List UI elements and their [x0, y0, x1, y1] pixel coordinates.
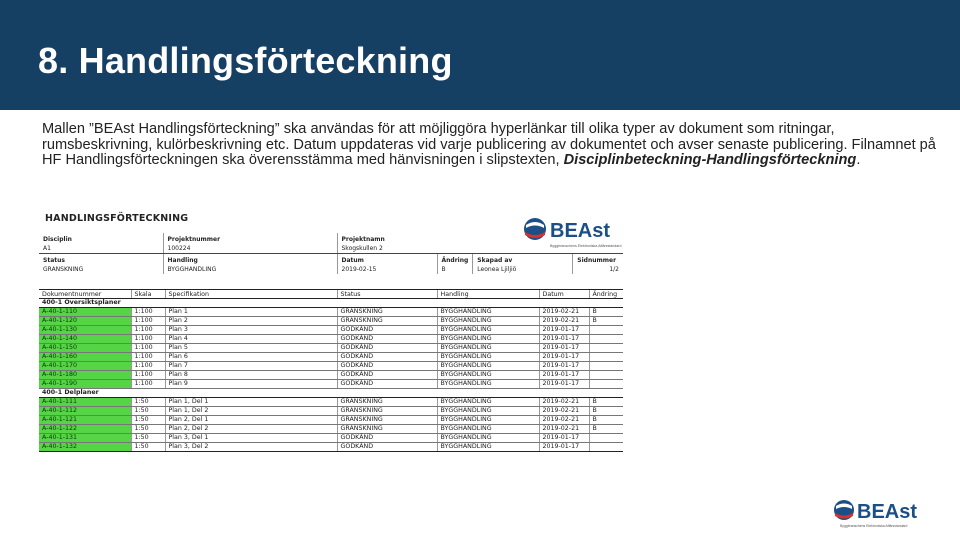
column-header: Datum: [539, 290, 589, 299]
cell-skala: 1:100: [131, 353, 165, 362]
cell-andring: [589, 434, 623, 443]
cell-andring: B: [589, 308, 623, 317]
cell-handling: BYGGHANDLING: [437, 353, 539, 362]
cell-spec: Plan 3, Del 1: [165, 434, 337, 443]
cell-skala: 1:100: [131, 371, 165, 380]
table-row: [39, 416, 623, 425]
document-header-table: [39, 233, 623, 274]
cell-status: GODKÄND: [337, 380, 437, 389]
cell-handling: BYGGHANDLING: [437, 416, 539, 425]
cell-skala: 1:100: [131, 317, 165, 326]
document-number-link[interactable]: A-40-1-190: [39, 380, 131, 389]
cell-status: GODKÄND: [337, 344, 437, 353]
document-number-link[interactable]: A-40-1-180: [39, 371, 131, 380]
cell-andring: [589, 326, 623, 335]
cell-spec: Plan 2, Del 2: [165, 425, 337, 434]
body-text-emphasis: Disciplinbeteckning-Handlingsförteckning: [563, 152, 857, 168]
header-label: Projektnamn: [337, 233, 573, 243]
cell-handling: BYGGHANDLING: [437, 434, 539, 443]
header-value: 100224: [163, 243, 337, 253]
cell-skala: 1:100: [131, 380, 165, 389]
header-label: Handling: [163, 254, 337, 264]
cell-datum: 2019-01-17: [539, 371, 589, 380]
cell-skala: 1:50: [131, 407, 165, 416]
table-row: [39, 434, 623, 443]
cell-status: GODKÄND: [337, 335, 437, 344]
cell-andring: [589, 353, 623, 362]
cell-status: GODKÄND: [337, 434, 437, 443]
table-row: [39, 362, 623, 371]
document-number-link[interactable]: A-40-1-111: [39, 398, 131, 407]
column-header: Skala: [131, 290, 165, 299]
cell-skala: 1:50: [131, 425, 165, 434]
column-header: Dokumentnummer: [39, 290, 131, 299]
table-row: [39, 407, 623, 416]
cell-datum: 2019-02-21: [539, 407, 589, 416]
title-bar: [0, 0, 960, 110]
cell-status: GRANSKNING: [337, 407, 437, 416]
cell-datum: 2019-01-17: [539, 326, 589, 335]
cell-status: GODKÄND: [337, 326, 437, 335]
group-title: 400-1 Översiktsplaner: [39, 299, 623, 308]
table-row: [39, 326, 623, 335]
table-row: [39, 398, 623, 407]
cell-spec: Plan 2, Del 1: [165, 416, 337, 425]
cell-andring: B: [589, 398, 623, 407]
cell-datum: 2019-01-17: [539, 353, 589, 362]
cell-skala: 1:50: [131, 434, 165, 443]
cell-datum: 2019-02-21: [539, 416, 589, 425]
header-label: Skapad av: [473, 254, 573, 264]
cell-status: GODKÄND: [337, 353, 437, 362]
cell-handling: BYGGHANDLING: [437, 308, 539, 317]
cell-datum: 2019-01-17: [539, 434, 589, 443]
header-value: A1: [43, 244, 51, 252]
document-number-link[interactable]: A-40-1-150: [39, 344, 131, 353]
document-number-link[interactable]: A-40-1-160: [39, 353, 131, 362]
document-number-link[interactable]: A-40-1-131: [39, 434, 131, 443]
cell-handling: BYGGHANDLING: [437, 443, 539, 452]
header-value: BYGGHANDLING: [163, 264, 337, 274]
cell-spec: Plan 7: [165, 362, 337, 371]
cell-skala: 1:100: [131, 308, 165, 317]
header-label: Sidnummer: [573, 254, 623, 264]
header-value: GRANSKNING: [43, 265, 84, 273]
cell-status: GODKÄND: [337, 362, 437, 371]
cell-status: GRANSKNING: [337, 425, 437, 434]
cell-handling: BYGGHANDLING: [437, 344, 539, 353]
header-value: 1/2: [573, 264, 623, 274]
cell-handling: BYGGHANDLING: [437, 335, 539, 344]
cell-andring: B: [589, 317, 623, 326]
cell-datum: 2019-01-17: [539, 335, 589, 344]
cell-status: GRANSKNING: [337, 308, 437, 317]
cell-handling: BYGGHANDLING: [437, 398, 539, 407]
footer-logo-tagline: Byggbranschens Elektroniska Affärsstandard: [840, 524, 908, 528]
body-text: [42, 122, 942, 169]
column-header: Handling: [437, 290, 539, 299]
logo-text: BEAst: [550, 220, 611, 242]
header-label: Projektnummer: [163, 233, 337, 243]
cell-andring: B: [589, 425, 623, 434]
cell-andring: [589, 335, 623, 344]
table-row: [39, 443, 623, 452]
header-label: Disciplin: [43, 235, 72, 243]
header-label: Datum: [337, 254, 437, 264]
table-row: [39, 308, 623, 317]
document-number-link[interactable]: A-40-1-132: [39, 443, 131, 452]
cell-status: GRANSKNING: [337, 317, 437, 326]
cell-handling: BYGGHANDLING: [437, 407, 539, 416]
document-number-link[interactable]: A-40-1-140: [39, 335, 131, 344]
table-row: [39, 380, 623, 389]
cell-spec: Plan 5: [165, 344, 337, 353]
document-list-body: [39, 299, 623, 452]
cell-spec: Plan 6: [165, 353, 337, 362]
cell-datum: 2019-01-17: [539, 362, 589, 371]
document-number-link[interactable]: A-40-1-120: [39, 317, 131, 326]
table-row: [39, 371, 623, 380]
column-header: Status: [337, 290, 437, 299]
cell-skala: 1:100: [131, 344, 165, 353]
cell-spec: Plan 3, Del 2: [165, 443, 337, 452]
table-row: [39, 353, 623, 362]
body-text-end: .: [856, 152, 861, 168]
document-list-table: [39, 289, 623, 452]
cell-andring: B: [589, 416, 623, 425]
cell-handling: BYGGHANDLING: [437, 317, 539, 326]
header-value: Skogskullen 2: [337, 243, 573, 253]
cell-andring: [589, 362, 623, 371]
table-row: [39, 317, 623, 326]
document-number-link[interactable]: A-40-1-122: [39, 425, 131, 434]
cell-skala: 1:50: [131, 443, 165, 452]
cell-datum: 2019-02-21: [539, 317, 589, 326]
cell-datum: 2019-02-21: [539, 308, 589, 317]
cell-status: GODKÄND: [337, 443, 437, 452]
cell-datum: 2019-01-17: [539, 380, 589, 389]
cell-spec: Plan 2: [165, 317, 337, 326]
body-text-main: Mallen ”BEAst Handlingsförteckning” ska användas för att möjliggöra hyperlänkar till olika typer av dokument som ritningar, rumsbeskrivning, kulörbeskrivning etc. Datum uppdateras vid varje publicering av dokumentet och avser senaste publicering. Filnamnet på HF Handlingsförteckningen ska överensstämma med hänvisningen i slipstexten,: [42, 121, 936, 168]
cell-andring: [589, 371, 623, 380]
logo-tagline: Byggbranschens Elektroniska Affärsstandard: [550, 244, 622, 248]
group-title: 400-1 Delplaner: [39, 389, 623, 398]
cell-handling: BYGGHANDLING: [437, 362, 539, 371]
document-number-link[interactable]: A-40-1-110: [39, 308, 131, 317]
cell-spec: Plan 1, Del 1: [165, 398, 337, 407]
table-row: [39, 335, 623, 344]
cell-skala: 1:100: [131, 362, 165, 371]
column-header: Specifikation: [165, 290, 337, 299]
header-label: Status: [43, 256, 65, 264]
footer-logo-text: BEAst: [857, 501, 918, 523]
table-row: [39, 344, 623, 353]
cell-datum: 2019-01-17: [539, 344, 589, 353]
cell-skala: 1:50: [131, 398, 165, 407]
document-image: [39, 207, 623, 485]
cell-andring: [589, 380, 623, 389]
cell-spec: Plan 4: [165, 335, 337, 344]
document-number-link[interactable]: A-40-1-112: [39, 407, 131, 416]
group-row: [39, 299, 623, 308]
cell-status: GRANSKNING: [337, 398, 437, 407]
cell-skala: 1:100: [131, 335, 165, 344]
cell-handling: BYGGHANDLING: [437, 326, 539, 335]
document-number-link[interactable]: A-40-1-170: [39, 362, 131, 371]
cell-andring: [589, 443, 623, 452]
column-header: Ändring: [589, 290, 623, 299]
cell-handling: BYGGHANDLING: [437, 380, 539, 389]
cell-datum: 2019-02-21: [539, 425, 589, 434]
beast-footer-logo-icon: [830, 496, 930, 530]
cell-spec: Plan 1: [165, 308, 337, 317]
header-value: Leonea Ljiljiö: [473, 264, 573, 274]
cell-andring: B: [589, 407, 623, 416]
cell-datum: 2019-02-21: [539, 398, 589, 407]
cell-status: GRANSKNING: [337, 416, 437, 425]
cell-spec: Plan 1, Del 2: [165, 407, 337, 416]
table-row: [39, 425, 623, 434]
cell-spec: Plan 8: [165, 371, 337, 380]
cell-datum: 2019-01-17: [539, 443, 589, 452]
document-heading: HANDLINGSFÖRTECKNING: [45, 213, 189, 224]
cell-spec: Plan 3: [165, 326, 337, 335]
cell-skala: 1:50: [131, 416, 165, 425]
header-value: 2019-02-15: [337, 264, 437, 274]
cell-handling: BYGGHANDLING: [437, 425, 539, 434]
group-row: [39, 389, 623, 398]
document-number-link[interactable]: A-40-1-121: [39, 416, 131, 425]
header-value: B: [437, 264, 473, 274]
cell-status: GODKÄND: [337, 371, 437, 380]
cell-spec: Plan 9: [165, 380, 337, 389]
document-number-link[interactable]: A-40-1-130: [39, 326, 131, 335]
header-label: Ändring: [437, 254, 473, 264]
cell-skala: 1:100: [131, 326, 165, 335]
slide-title: 8. Handlingsförteckning: [38, 40, 453, 81]
cell-handling: BYGGHANDLING: [437, 371, 539, 380]
cell-andring: [589, 344, 623, 353]
